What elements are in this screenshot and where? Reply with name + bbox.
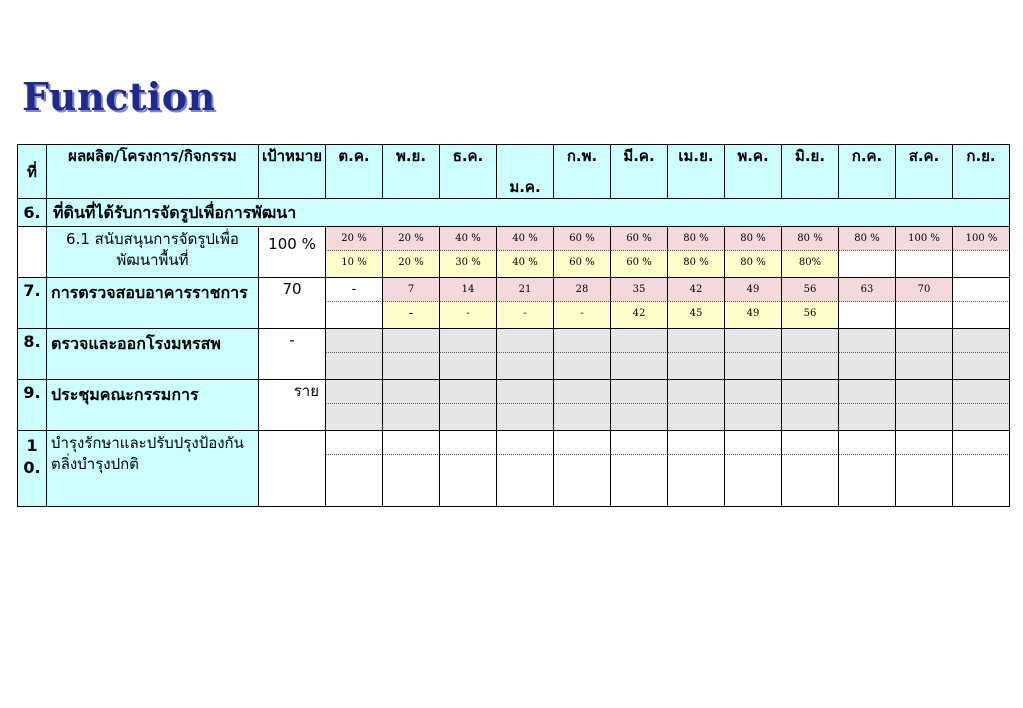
result-cell (839, 302, 896, 328)
plan-cell (839, 380, 896, 404)
plan-cell: 80 % (782, 227, 839, 251)
result-cell (440, 404, 497, 430)
work-plan-table (17, 144, 1010, 507)
result-cell (497, 353, 554, 379)
plan-cell (896, 380, 953, 404)
month-cells (326, 329, 1010, 380)
result-cell (839, 353, 896, 379)
result-cell (668, 455, 725, 506)
plan-cell: 42 (668, 278, 725, 302)
plan-cell (953, 380, 1010, 404)
plan-cell (611, 329, 668, 353)
result-cell: 80 % (668, 251, 725, 277)
plan-cell: 63 (839, 278, 896, 302)
result-cell (611, 404, 668, 430)
result-cell (668, 353, 725, 379)
result-cell (839, 404, 896, 430)
row-target: ราย (259, 380, 326, 431)
plan-cell (953, 278, 1010, 302)
plan-cell: 49 (725, 278, 782, 302)
plan-cell: 14 (440, 278, 497, 302)
result-cell (839, 455, 896, 506)
header-month: มี.ค. (611, 145, 668, 199)
header-month: ม.ค. (497, 145, 554, 199)
plan-cell: 21 (497, 278, 554, 302)
row-number: 10. (18, 431, 47, 507)
row-label: การตรวจสอบอาคารราชการ (47, 278, 259, 329)
result-cell: - (497, 302, 554, 328)
plan-cell (440, 329, 497, 353)
header-month: ก.ค. (839, 145, 896, 199)
result-cell (953, 353, 1010, 379)
row-label: ประชุมคณะกรรมการ (47, 380, 259, 431)
plan-cell (953, 431, 1010, 455)
plan-cell (497, 380, 554, 404)
row-target: 70 (259, 278, 326, 329)
section-title: ที่ดินที่ได้รับการจัดรูปเพื่อการพัฒนา (47, 199, 1010, 227)
month-grid (326, 278, 1009, 328)
plan-cell (668, 329, 725, 353)
result-cell (839, 251, 896, 277)
month-cells (326, 227, 1010, 278)
result-cell (554, 353, 611, 379)
header-month: ต.ค. (326, 145, 383, 199)
plan-cell: 100 % (953, 227, 1010, 251)
plan-cell: 40 % (440, 227, 497, 251)
header-month: พ.ค. (725, 145, 782, 199)
result-cell (440, 353, 497, 379)
plan-cell: 28 (554, 278, 611, 302)
result-cell: 42 (611, 302, 668, 328)
plan-cell (725, 329, 782, 353)
plan-cell: 35 (611, 278, 668, 302)
section-row (18, 199, 1010, 227)
header-no: ที่ (18, 145, 47, 199)
result-cell (668, 404, 725, 430)
plan-cell (554, 380, 611, 404)
result-cell (383, 404, 440, 430)
plan-cell (896, 431, 953, 455)
row-target: 100 % (259, 227, 326, 278)
header-month: ธ.ค. (440, 145, 497, 199)
plan-cell: 100 % (896, 227, 953, 251)
plan-cell: 40 % (497, 227, 554, 251)
table-row (18, 380, 1010, 431)
row-number: 7. (18, 278, 47, 329)
header-product: ผลผลิต/โครงการ/กิจกรรม (47, 145, 259, 199)
result-cell (725, 353, 782, 379)
page-title: Function (22, 74, 216, 119)
plan-cell (326, 431, 383, 455)
plan-cell (839, 431, 896, 455)
result-cell (326, 404, 383, 430)
table-row (18, 329, 1010, 380)
result-cell (497, 404, 554, 430)
month-grid (326, 380, 1009, 430)
row-number: 9. (18, 380, 47, 431)
table-row (18, 278, 1010, 329)
row-target: - (259, 329, 326, 380)
plan-cell (440, 380, 497, 404)
header-row (18, 145, 1010, 199)
plan-cell: 20 % (326, 227, 383, 251)
month-grid (326, 431, 1009, 506)
result-cell: 20 % (383, 251, 440, 277)
plan-cell (554, 431, 611, 455)
result-cell: 10 % (326, 251, 383, 277)
result-cell: 30 % (440, 251, 497, 277)
plan-cell (497, 431, 554, 455)
plan-cell (668, 431, 725, 455)
result-cell (326, 455, 383, 506)
plan-cell: 20 % (383, 227, 440, 251)
row-label: 6.1 สนับสนุนการจัดรูปเพื่อพัฒนาพื้นที่ (47, 227, 259, 278)
result-cell (782, 353, 839, 379)
month-grid (326, 227, 1009, 277)
plan-cell (953, 329, 1010, 353)
plan-cell (782, 380, 839, 404)
month-cells (326, 380, 1010, 431)
plan-cell (497, 329, 554, 353)
plan-cell (839, 329, 896, 353)
header-month: พ.ย. (383, 145, 440, 199)
plan-cell (440, 431, 497, 455)
result-cell (554, 404, 611, 430)
plan-cell: 80 % (668, 227, 725, 251)
plan-cell (668, 380, 725, 404)
plan-cell (611, 431, 668, 455)
month-cells (326, 431, 1010, 507)
result-cell (554, 455, 611, 506)
result-cell: 40 % (497, 251, 554, 277)
header-month: ส.ค. (896, 145, 953, 199)
result-cell (611, 353, 668, 379)
result-cell (896, 353, 953, 379)
plan-cell (782, 431, 839, 455)
result-cell (953, 455, 1010, 506)
result-cell (782, 455, 839, 506)
result-cell: 80% (782, 251, 839, 277)
result-cell (725, 455, 782, 506)
table-row (18, 227, 1010, 278)
result-cell: 49 (725, 302, 782, 328)
result-cell: - (554, 302, 611, 328)
result-cell: - (440, 302, 497, 328)
header-month: ก.ย. (953, 145, 1010, 199)
plan-cell (725, 380, 782, 404)
result-cell (953, 251, 1010, 277)
plan-cell (554, 329, 611, 353)
result-cell (896, 251, 953, 277)
plan-cell: 60 % (554, 227, 611, 251)
plan-cell: 80 % (725, 227, 782, 251)
plan-cell (896, 329, 953, 353)
result-cell: 56 (782, 302, 839, 328)
result-cell (326, 302, 383, 328)
result-cell (896, 302, 953, 328)
header-month: ก.พ. (554, 145, 611, 199)
plan-cell: 70 (896, 278, 953, 302)
plan-cell: 80 % (839, 227, 896, 251)
plan-cell: 7 (383, 278, 440, 302)
section-number: 6. (18, 199, 47, 227)
month-cells (326, 278, 1010, 329)
result-cell (782, 404, 839, 430)
plan-cell (725, 431, 782, 455)
result-cell: - (383, 302, 440, 328)
result-cell: 60 % (554, 251, 611, 277)
plan-cell: 56 (782, 278, 839, 302)
plan-cell (326, 329, 383, 353)
result-cell: 60 % (611, 251, 668, 277)
result-cell (497, 455, 554, 506)
result-cell: 80 % (725, 251, 782, 277)
row-label: ตรวจและออกโรงมหรสพ (47, 329, 259, 380)
header-target: เป้าหมาย (259, 145, 326, 199)
result-cell (383, 455, 440, 506)
row-target (259, 431, 326, 507)
result-cell (383, 353, 440, 379)
header-month: เม.ย. (668, 145, 725, 199)
row-number: 8. (18, 329, 47, 380)
header-month: มิ.ย. (782, 145, 839, 199)
plan-cell (383, 329, 440, 353)
row-number (18, 227, 47, 278)
result-cell (611, 455, 668, 506)
result-cell: 45 (668, 302, 725, 328)
plan-cell (383, 431, 440, 455)
result-cell (440, 455, 497, 506)
plan-cell: - (326, 278, 383, 302)
plan-cell (611, 380, 668, 404)
plan-cell: 60 % (611, 227, 668, 251)
row-label: บำรุงรักษาและปรับปรุงป้องกันตลิ่งบำรุงปกติ (47, 431, 259, 507)
result-cell (953, 302, 1010, 328)
result-cell (326, 353, 383, 379)
plan-cell (326, 380, 383, 404)
table-row (18, 431, 1010, 507)
result-cell (896, 404, 953, 430)
result-cell (953, 404, 1010, 430)
result-cell (725, 404, 782, 430)
plan-cell (383, 380, 440, 404)
month-grid (326, 329, 1009, 379)
result-cell (896, 455, 953, 506)
plan-cell (782, 329, 839, 353)
